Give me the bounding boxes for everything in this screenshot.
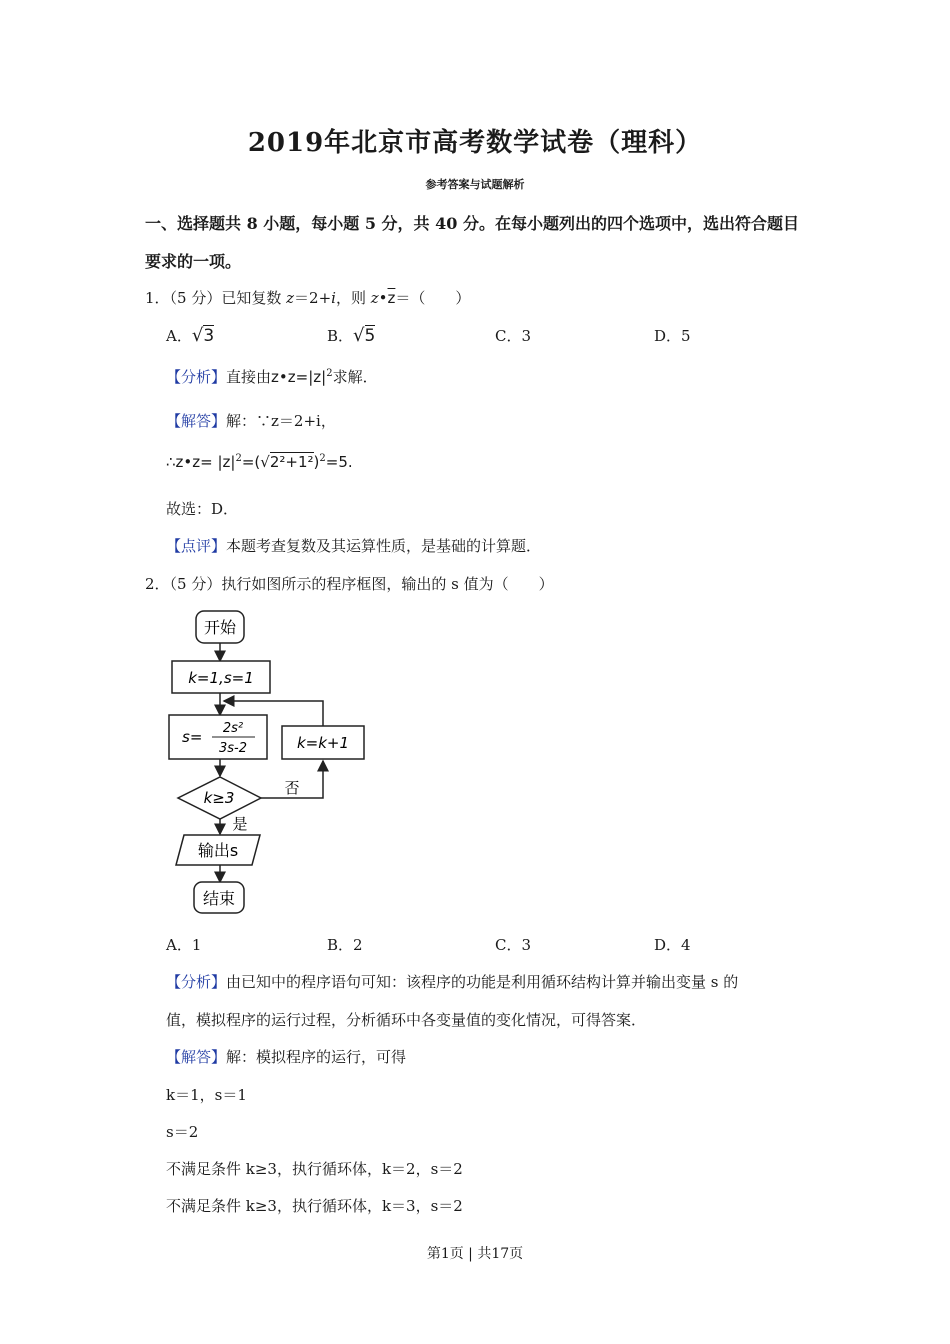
q1-comment: 【点评】本题考查复数及其运算性质，是基础的计算题． [166, 537, 542, 555]
q2-step-1: k＝1，s＝1 [166, 1086, 247, 1104]
q2-step-2: s＝2 [166, 1123, 199, 1141]
flow-init-label: k=1,s=1 [188, 669, 254, 687]
q1-option-d: D．5 [654, 327, 691, 345]
q2-stem: 2．（5 分）执行如图所示的程序框图，输出的 s 值为（ ） [145, 575, 554, 593]
q1-option-b: B．√5 [327, 325, 376, 346]
q1-choose: 故选：D． [166, 500, 239, 518]
q2-step-4: 不满足条件 k≥3，执行循环体，k＝3，s＝2 [166, 1197, 463, 1215]
q2-analysis-line1: 【分析】由已知中的程序语句可知：该程序的功能是利用循环结构计算并输出变量 s 的 [166, 973, 739, 991]
q2-option-c: C．3 [495, 936, 532, 954]
section-heading-line1: 一、选择题共 8 小题，每小题 5 分，共 40 分。在每小题列出的四个选项中，选出符合题目 [145, 214, 799, 233]
q2-analysis-line2: 值，模拟程序的运行过程，分析循环中各变量值的变化情况，可得答案． [166, 1011, 647, 1029]
sqrt-icon: √ [353, 325, 365, 346]
q1-option-a: A．√3 [166, 325, 215, 346]
q2-option-a: A．1 [166, 936, 202, 954]
page-footer: 第1页 | 共17页 [426, 1246, 524, 1262]
flow-assign-denominator: 3s-2 [218, 741, 248, 756]
q1-option-c: C．3 [495, 327, 532, 345]
page-title: 2019年北京市高考数学试卷（理科） [247, 128, 703, 158]
q2-option-d: D．4 [654, 936, 691, 954]
flow-assign-left: s= [182, 728, 203, 746]
flow-increment-label: k=k+1 [296, 734, 350, 752]
sqrt-icon: √ [260, 453, 270, 471]
q1-answer-formula: ∴z•z= $|z|^2=(√2^2+1^2)^2=5$. [166, 453, 353, 471]
flow-yes-label: 是 [232, 815, 248, 833]
flow-no-label: 否 [284, 779, 300, 797]
q1-answer: 【解答】解：∵z＝2+i， [166, 412, 336, 430]
q2-step-3: 不满足条件 k≥3，执行循环体，k＝2，s＝2 [166, 1160, 463, 1178]
flow-start-label: 开始 [203, 618, 237, 637]
section-heading-line2: 要求的一项。 [145, 252, 242, 271]
page-subtitle: 参考答案与试题解析 [425, 178, 525, 191]
flow-assign-numerator: 2s² [222, 721, 244, 736]
q1-analysis: 【分析】直接由$z•z=|z|^2$求解． [166, 368, 378, 386]
sqrt-icon: √ [191, 325, 204, 346]
flow-decision-label: k≥3 [203, 789, 235, 807]
flow-output-label: 输出s [197, 841, 239, 860]
q1-stem: 1．（5 分）已知复数 z＝2+i，则 $z•\overline{z}=$（ ） [145, 289, 471, 307]
q2-answer: 【解答】解：模拟程序的运行，可得 [166, 1048, 407, 1066]
q2-option-b: B．2 [327, 936, 363, 954]
flow-end-label: 结束 [202, 889, 236, 908]
flowchart [160, 605, 390, 920]
